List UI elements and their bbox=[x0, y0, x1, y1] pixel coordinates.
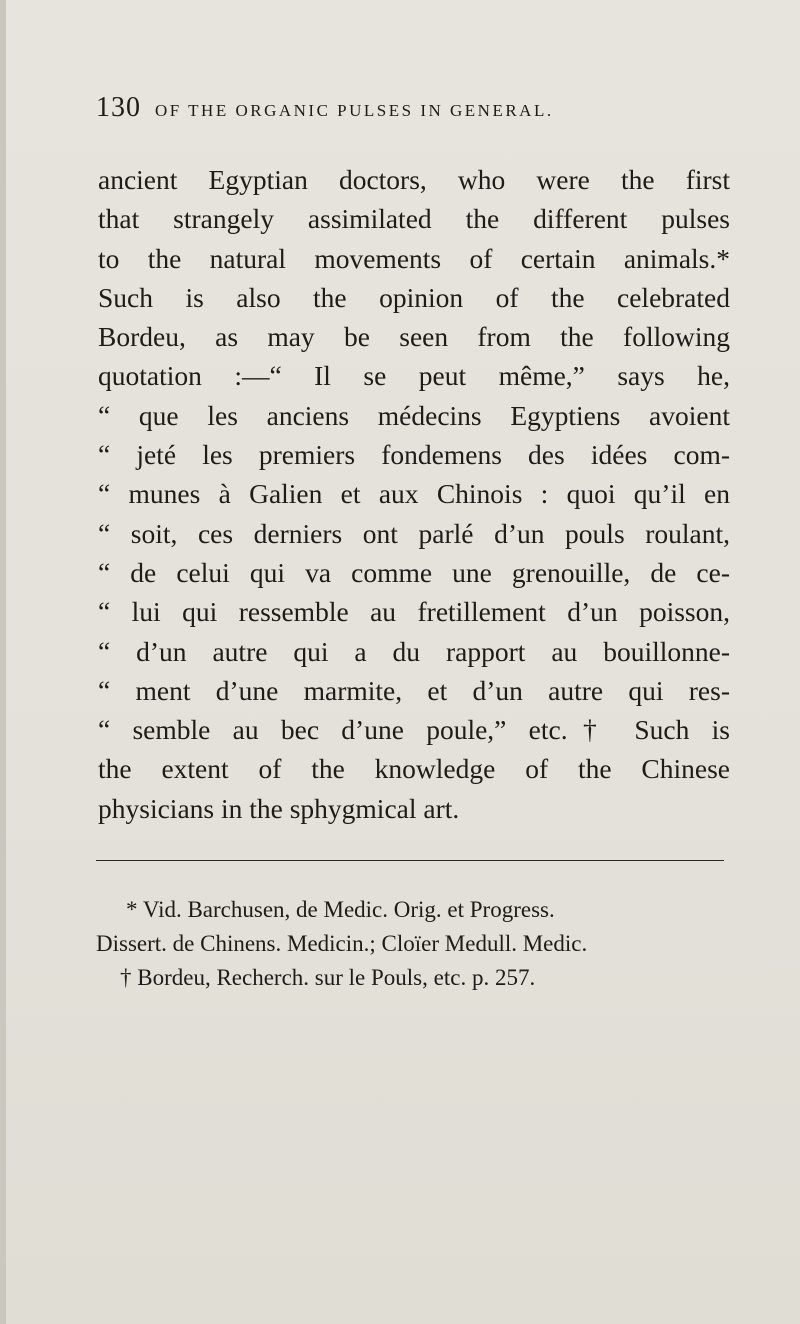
text-line: Such is also the opinion of the celebrated bbox=[98, 281, 730, 313]
text-line: to the natural movements of certain animals.* bbox=[98, 242, 730, 274]
text-line: quotation :—“ Il se peut même,” says he, bbox=[98, 360, 730, 392]
text-line: that strangely assimilated the different pulses bbox=[98, 203, 730, 235]
page-header bbox=[96, 92, 736, 124]
text-line: “ munes à Galien et aux Chinois : quoi qu’il en bbox=[98, 478, 730, 510]
text-line: “ de celui qui va comme une grenouille, de ce- bbox=[98, 556, 730, 588]
footnotes bbox=[96, 893, 728, 995]
text-line: Bordeu, as may be seen from the following bbox=[98, 321, 730, 353]
body-text bbox=[98, 160, 730, 828]
text-line: “ lui qui ressemble au fretillement d’un poisson, bbox=[98, 596, 730, 628]
text-line: “ d’un autre qui a du rapport au bouillonne- bbox=[98, 635, 730, 667]
text-line: “ ment d’une marmite, et d’un autre qui res- bbox=[98, 674, 730, 706]
footnote-1-continued: Dissert. de Chinens. Medicin.; Cloïer Medull. Medic. bbox=[96, 931, 588, 956]
footnote-rule bbox=[96, 860, 724, 861]
running-title: OF THE ORGANIC PULSES IN GENERAL. bbox=[155, 101, 554, 120]
footnote-1: * Vid. Barchusen, de Medic. Orig. et Progress. bbox=[126, 897, 555, 922]
text-line: ancient Egyptian doctors, who were the first bbox=[98, 164, 730, 195]
footnote-2: † Bordeu, Recherch. sur le Pouls, etc. p. 257. bbox=[120, 965, 536, 990]
text-line: “ que les anciens médecins Egyptiens avoient bbox=[98, 399, 730, 431]
page-number: 130 bbox=[96, 92, 141, 123]
text-line: “ jeté les premiers fondemens des idées com- bbox=[98, 439, 730, 471]
text-line: “ soit, ces derniers ont parlé d’un pouls roulant, bbox=[98, 517, 730, 549]
text-line-last: physicians in the sphygmical art. bbox=[98, 792, 460, 824]
text-line: “ semble au bec d’une poule,” etc.† Such is bbox=[98, 714, 730, 746]
text-line: the extent of the knowledge of the Chinese bbox=[98, 753, 730, 785]
